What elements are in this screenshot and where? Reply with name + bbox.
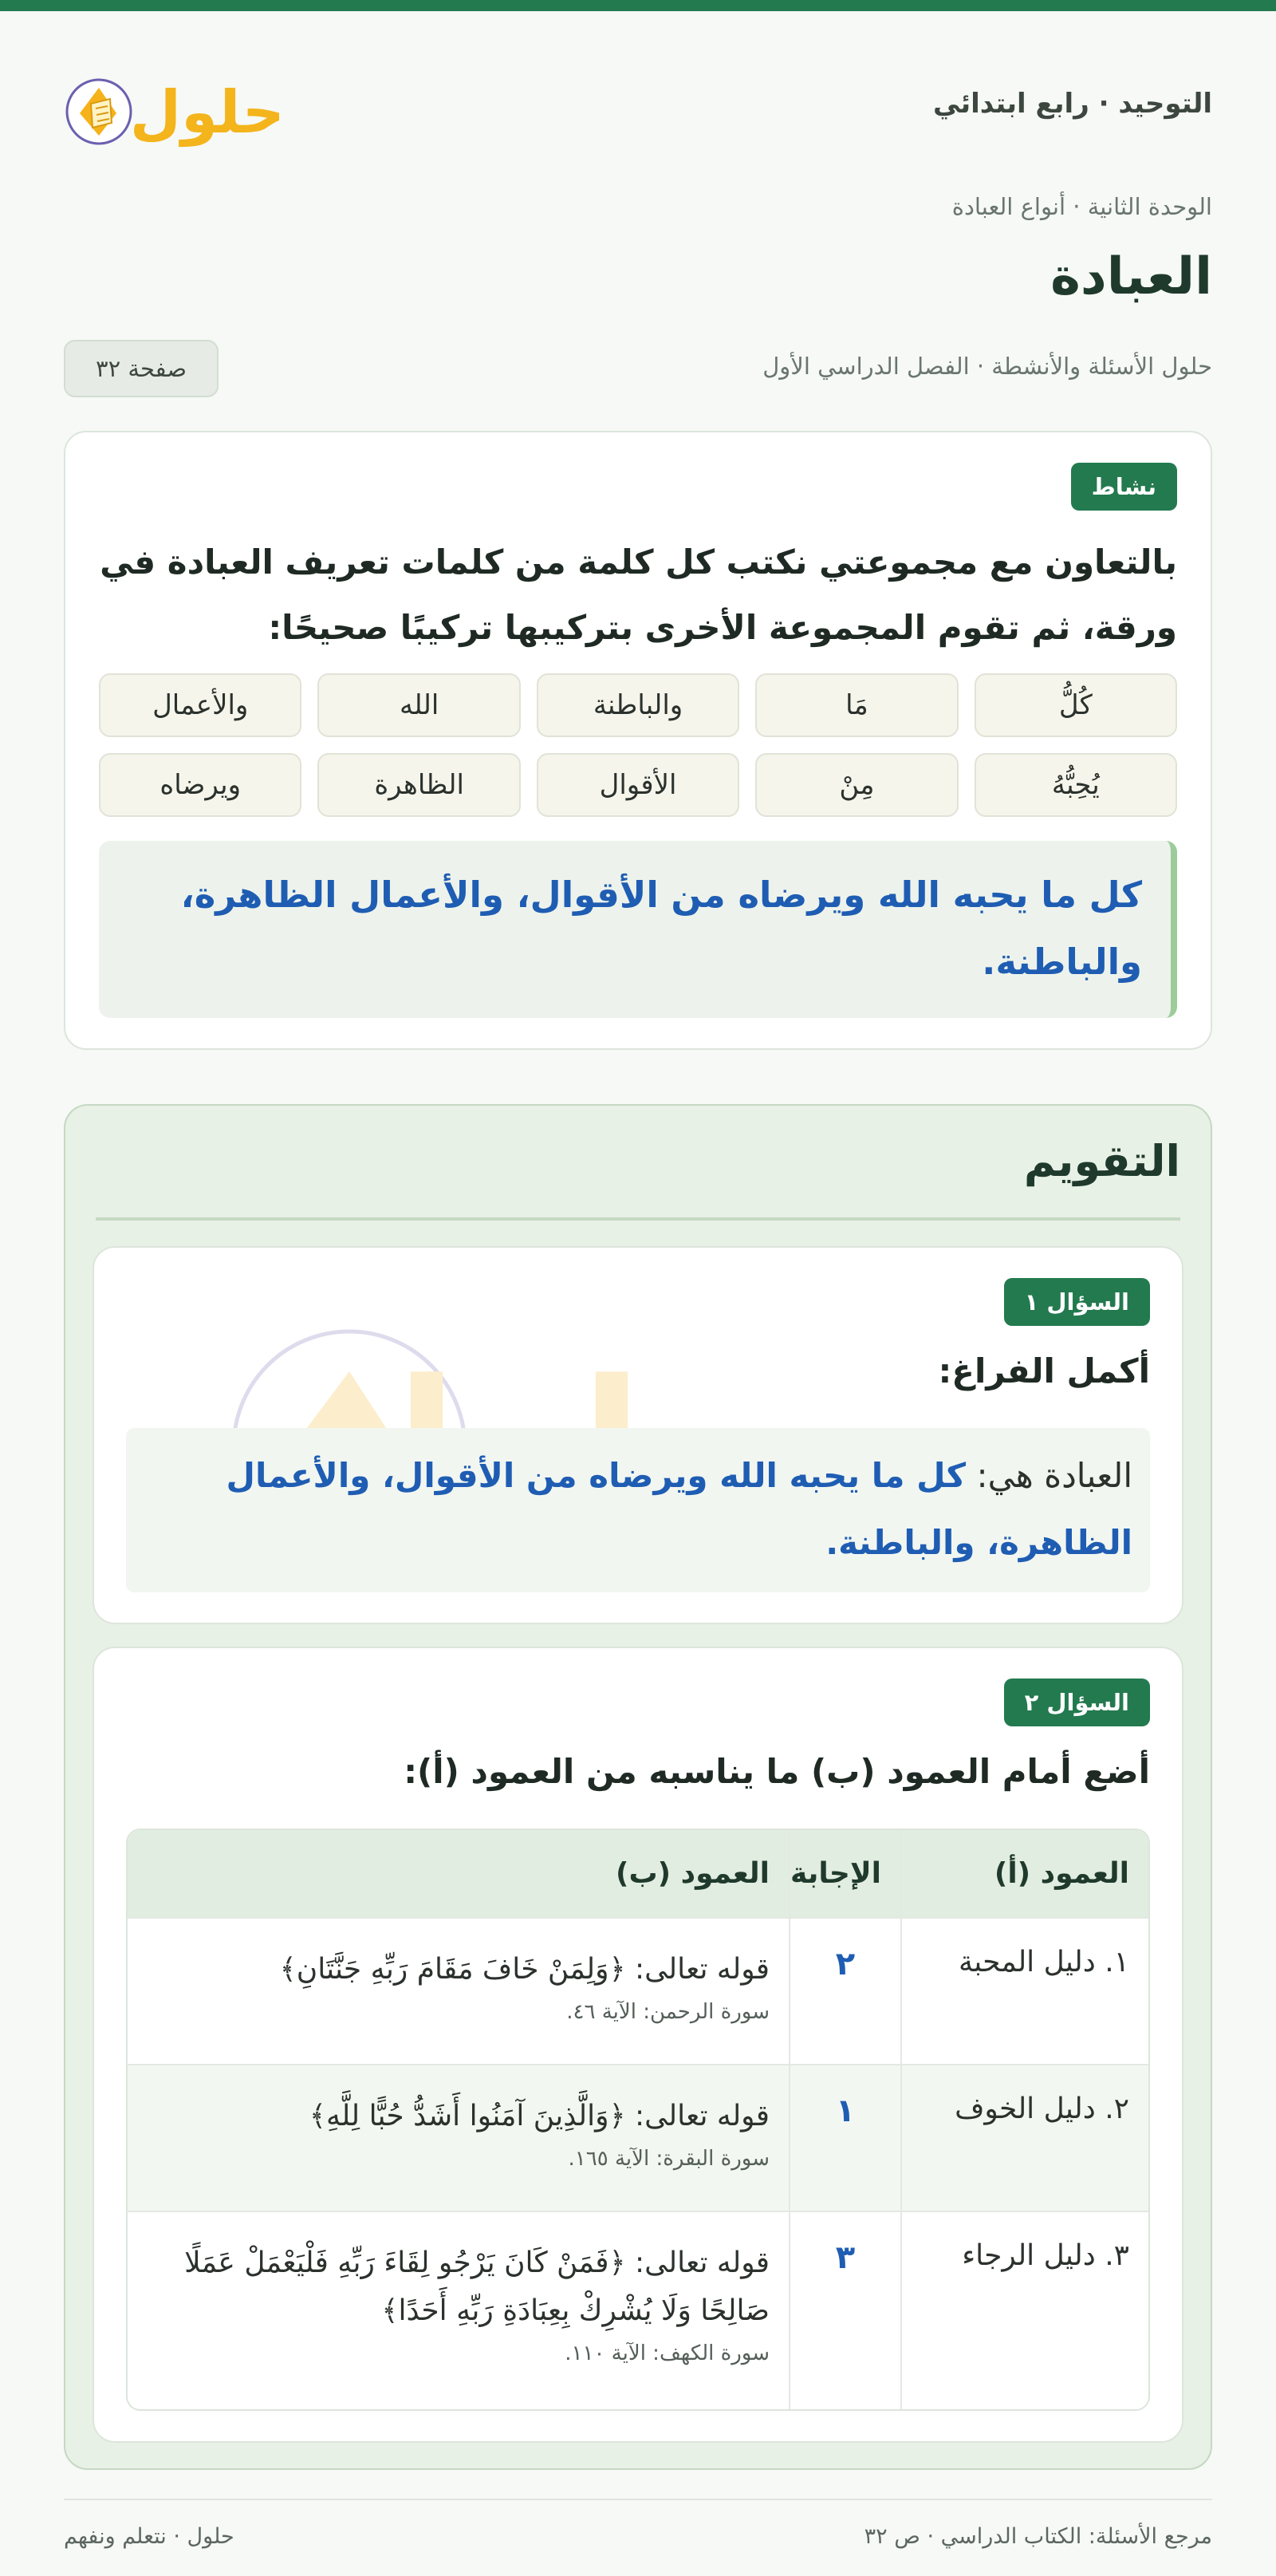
- verse-text: قوله تعالى: ﴿فَمَنْ كَانَ يَرْجُو لِقَاءَ رَبِّهِ فَلْيَعْمَلْ عَمَلًا صَالِحًا وَلَا يُشْرِكْ بِعِبَادَةِ رَبِّهِ أَحَدًا﴾: [184, 2247, 770, 2327]
- logo[interactable]: [64, 67, 279, 155]
- verse-source: سورة الكهف: الآية ١١٠.: [565, 2341, 770, 2365]
- word-chip[interactable]: ويرضاه: [99, 753, 301, 817]
- breadcrumb[interactable]: الوحدة الثانية · أنواع العبادة: [951, 193, 1212, 220]
- word-chip[interactable]: الأقوال: [537, 753, 739, 817]
- question-1-answer-box: [126, 1428, 1150, 1592]
- verse-source: سورة البقرة: الآية ١٦٥.: [568, 2147, 770, 2171]
- question-1-text: أكمل الفراغ:: [938, 1351, 1150, 1391]
- activity-tag: نشاط: [1071, 463, 1177, 511]
- evaluation-title: التقويم: [1023, 1136, 1180, 1186]
- activity-card: [64, 431, 1212, 1050]
- header-column-a: العمود (أ): [994, 1857, 1129, 1890]
- question-2-text: أضع أمام العمود (ب) ما يناسبه من العمود (أ):: [404, 1752, 1150, 1791]
- cell-column-b: [128, 1918, 790, 2065]
- verse-text: قوله تعالى: ﴿وَلِمَنْ خَافَ مَقَامَ رَبِّهِ جَنَّتَانِ﴾: [279, 1953, 770, 1986]
- page-number-badge: صفحة ٣٢: [64, 340, 219, 397]
- word-chip[interactable]: والباطنة: [537, 673, 739, 737]
- logo-icon: [64, 67, 279, 155]
- verse-text: قوله تعالى: ﴿وَالَّذِينَ آمَنُوا أَشَدُّ حُبًّا لِلَّهِ﴾: [309, 2100, 770, 2132]
- footer-reference: مرجع الأسئلة: الكتاب الدراسي · ص ٣٢: [864, 2524, 1212, 2549]
- divider: [96, 1217, 1180, 1221]
- footer-brand[interactable]: حلول · نتعلم ونفهم: [64, 2524, 234, 2549]
- word-chip[interactable]: كُلُّ: [975, 673, 1177, 737]
- header-column-b: العمود (ب): [128, 1830, 790, 1918]
- question-2-card: [93, 1647, 1183, 2443]
- cell-answer: ٣: [790, 2211, 901, 2409]
- cell-answer: ١: [790, 2065, 901, 2211]
- header-answer: الإجابة: [790, 1830, 901, 1918]
- page: [0, 11, 1276, 2549]
- word-chip[interactable]: مَا: [755, 673, 958, 737]
- activity-answer: كل ما يحبه الله ويرضاه من الأقوال، والأعمال الظاهرة، والباطنة.: [99, 841, 1177, 1018]
- svg-text:حلول: حلول: [129, 78, 279, 147]
- table-row: [128, 2065, 1148, 2211]
- footer-divider: [64, 2499, 1212, 2500]
- page-subtitle: حلول الأسئلة والأنشطة · الفصل الدراسي الأول: [762, 353, 1212, 380]
- word-chip[interactable]: الظاهرة: [317, 753, 520, 817]
- answer-text: كل ما يحبه الله ويرضاه من الأقوال، والأعمال الظاهرة، والباطنة.: [226, 1456, 1132, 1562]
- answer-lead: العبادة هي:: [976, 1456, 1132, 1495]
- word-chip[interactable]: مِنْ: [755, 753, 958, 817]
- cell-column-a: ٢. دليل الخوف: [901, 2065, 1148, 2211]
- question-1-tag: السؤال ١: [1004, 1278, 1150, 1326]
- matching-table: [126, 1828, 1150, 2411]
- cell-column-a: ٣. دليل الرجاء: [901, 2211, 1148, 2409]
- word-chip[interactable]: والأعمال: [99, 673, 301, 737]
- table-row: [128, 1918, 1148, 2065]
- word-chips: [99, 673, 1177, 817]
- top-accent-bar: [0, 0, 1276, 11]
- page-title: العبادة: [1050, 247, 1212, 306]
- page-header: [64, 11, 1212, 187]
- question-2-tag: السؤال ٢: [1004, 1679, 1150, 1726]
- question-1-card: [93, 1246, 1183, 1624]
- subject-title: التوحيد · رابع ابتدائي: [932, 88, 1212, 120]
- table-header-row: [128, 1830, 1148, 1918]
- cell-column-a: ١. دليل المحبة: [901, 1918, 1148, 2065]
- cell-column-b: [128, 2211, 790, 2409]
- evaluation-section: [64, 1104, 1212, 2470]
- verse-source: سورة الرحمن: الآية ٤٦.: [566, 2000, 770, 2024]
- cell-answer: ٢: [790, 1918, 901, 2065]
- activity-prompt: بالتعاون مع مجموعتي نكتب كل كلمة من كلمات تعريف العبادة في ورقة، ثم تقوم المجموعة الأخرى بتركيبها تركيبًا صحيحًا:: [100, 542, 1177, 647]
- table-row: [128, 2211, 1148, 2409]
- cell-column-b: [128, 2065, 790, 2211]
- word-chip[interactable]: الله: [317, 673, 520, 737]
- word-chip[interactable]: يُحِبُّهُ: [975, 753, 1177, 817]
